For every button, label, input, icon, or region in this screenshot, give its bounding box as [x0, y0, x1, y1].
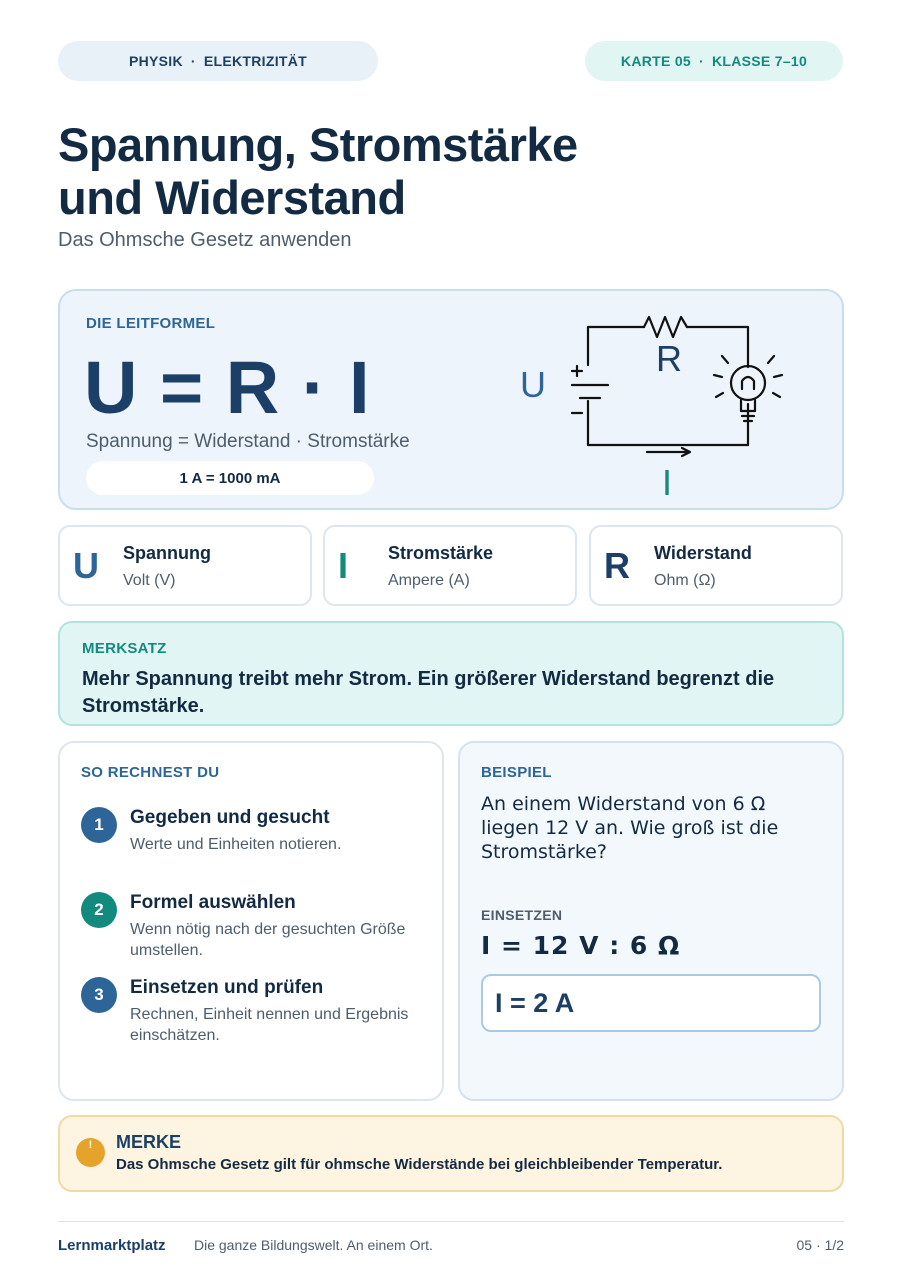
- formula-card-label: DIE LEITFORMEL: [86, 315, 216, 332]
- quantity-card-current: [323, 525, 577, 606]
- footer-brand: Lernmarktplatz: [58, 1237, 166, 1254]
- step-title: Einsetzen und prüfen: [130, 977, 324, 998]
- page-title-line2: und Widerstand: [58, 171, 406, 224]
- formula-words: Spannung = Widerstand · Stromstärke: [86, 431, 410, 452]
- circuit-label-i: I: [662, 462, 673, 503]
- insert-label: EINSETZEN: [481, 907, 563, 923]
- step-description: Rechnen, Einheit nennen und Ergebnis einschätzen.: [130, 1006, 409, 1044]
- bulb-icon: [731, 366, 765, 400]
- footer-tagline: Die ganze Bildungswelt. An einem Ort.: [194, 1237, 433, 1253]
- unit-conversion-badge: 1 A = 1000 mA: [86, 461, 374, 495]
- quantity-symbol: I: [338, 545, 349, 586]
- card-label: KARTE 05: [620, 53, 691, 69]
- page-title-line1: Spannung, Stromstärke: [58, 118, 578, 171]
- example-card: [458, 741, 844, 1101]
- step-title: Formel auswählen: [130, 892, 296, 913]
- step-description: Werte und Einheiten notieren.: [130, 836, 342, 853]
- merke-title: MERKE: [116, 1132, 182, 1152]
- circuit-label-u: U: [520, 364, 546, 405]
- merke-text: Das Ohmsche Gesetz gilt für ohmsche Widerstände bei gleichbleibender Temperatur.: [116, 1156, 723, 1173]
- quantity-unit: Ohm (Ω): [654, 572, 716, 589]
- circuit-diagram: [512, 305, 792, 505]
- merksatz-text: Mehr Spannung treibt mehr Strom. Ein größerer Widerstand begrenzt die Stromstärke.: [82, 668, 775, 717]
- wire-top-left: [588, 327, 644, 365]
- quantity-name: Spannung: [123, 543, 211, 563]
- grade-label: KLASSE 7–10: [711, 53, 808, 69]
- example-question: An einem Widerstand von 6 Ω liegen 12 V an. Wie groß ist die Stromstärke?: [481, 793, 779, 863]
- page-title: [58, 118, 578, 224]
- step-description: Wenn nötig nach der gesuchten Größe umstellen.: [130, 921, 406, 959]
- topic-label: ELEKTRIZITÄT: [203, 53, 308, 69]
- card-pill: [585, 41, 843, 81]
- wire-bottom: [588, 401, 748, 445]
- example-label: BEISPIEL: [481, 764, 552, 781]
- resistor-icon: [644, 317, 687, 337]
- steps-label: SO RECHNEST DU: [81, 764, 220, 781]
- steps-card: [58, 741, 444, 1101]
- merksatz-label: MERKSATZ: [82, 640, 167, 657]
- page-number: 05 · 1/2: [796, 1237, 844, 1253]
- subject-pill: [58, 41, 378, 81]
- ohm-formula: U = R · I: [84, 346, 371, 429]
- quantity-unit: Volt (V): [123, 572, 176, 589]
- merksatz-box: [58, 621, 844, 726]
- plus-icon: [572, 366, 582, 376]
- quantity-symbol: R: [604, 545, 630, 586]
- quantity-name: Widerstand: [654, 543, 752, 563]
- wire-top-right: [687, 327, 748, 367]
- subject-separator: ·: [190, 53, 196, 69]
- merke-box: [58, 1115, 844, 1192]
- step-title: Gegeben und gesucht: [130, 807, 330, 828]
- step-number-badge: 2: [81, 892, 117, 928]
- example-result: I = 2 A: [481, 974, 821, 1032]
- card-separator: ·: [699, 53, 704, 69]
- info-icon: !: [76, 1138, 105, 1167]
- step-number-badge: 3: [81, 977, 117, 1013]
- quantity-card-resistance: [589, 525, 843, 606]
- quantity-name: Stromstärke: [388, 543, 494, 563]
- formula-card: [58, 289, 844, 510]
- circuit-label-r: R: [656, 338, 682, 379]
- battery-icon: [572, 385, 608, 398]
- example-calculation: I = 12 V : 6 Ω: [481, 931, 681, 960]
- quantity-card-voltage: [58, 525, 312, 606]
- current-arrow-icon: [647, 448, 690, 456]
- subject-label: PHYSIK: [128, 53, 183, 69]
- page-subtitle: Das Ohmsche Gesetz anwenden: [58, 229, 352, 251]
- quantity-unit: Ampere (A): [388, 572, 470, 589]
- step-number-badge: 1: [81, 807, 117, 843]
- footer-divider: [58, 1221, 844, 1222]
- quantity-symbol: U: [73, 545, 99, 586]
